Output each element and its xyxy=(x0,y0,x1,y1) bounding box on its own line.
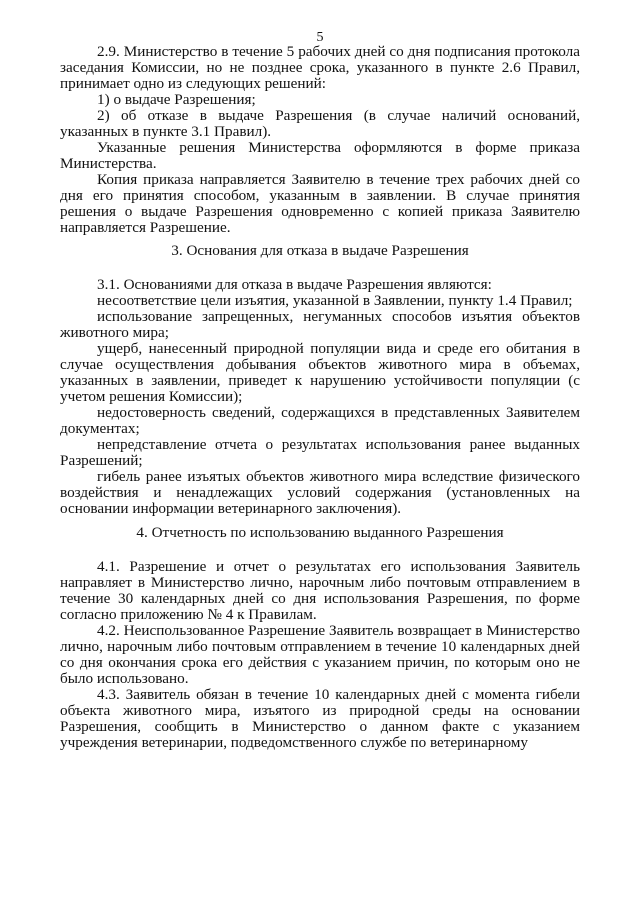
paragraph-3-1-ground-d: недостоверность сведений, содержащихся в представленных Заявителем документах; xyxy=(60,404,580,437)
paragraph-3-1-ground-c: ущерб, нанесенный природной популяции вида и среде его обитания в случае осуществления добывания объектов животного мира в объемах, указанных в заявлении, приведет к нарушению устойчивости популяции (с учетом решения Комиссии); xyxy=(60,340,580,405)
paragraph-3-1-ground-f: гибель ранее изъятых объектов животного мира вследствие физического воздействия и ненадлежащих условий содержания (установленных на основании информации ветеринарного заключения). xyxy=(60,468,580,517)
section-4-heading: 4. Отчетность по использованию выданного Разрешения xyxy=(136,524,504,541)
paragraph-3-1-ground-b: использование запрещенных, негуманных способов изъятия объектов животного мира; xyxy=(60,308,580,341)
paragraph-2-9-form: Указанные решения Министерства оформляются в форме приказа Министерства. xyxy=(60,139,580,172)
paragraph-4-3: 4.3. Заявитель обязан в течение 10 календарных дней с момента гибели объекта животного мира, изъятого из природной среды на основании Разрешения, сообщить в Министерство о данном факте с указанием учреждения ветеринарии, подведомственного службе по ветеринарному xyxy=(60,686,580,751)
paragraph-2-9: 2.9. Министерство в течение 5 рабочих дней со дня подписания протокола заседания Комиссии, но не позднее срока, указанного в пункте 2.6 Правил, принимает одно из следующих решений: xyxy=(60,43,580,92)
paragraph-3-1-ground-a: несоответствие цели изъятия, указанной в Заявлении, пункту 1.4 Правил; xyxy=(97,292,573,309)
paragraph-2-9-option-1: 1) о выдаче Разрешения; xyxy=(97,91,256,108)
page-number: 5 xyxy=(316,30,324,45)
paragraph-2-9-copy: Копия приказа направляется Заявителю в течение трех рабочих дней со дня его принятия способом, указанным в заявлении. В случае принятия решения о выдаче Разрешения одновременно с копией приказа Заявителю направляется Разрешение. xyxy=(60,171,580,236)
paragraph-4-2: 4.2. Неиспользованное Разрешение Заявитель возвращает в Министерство лично, нарочным либо почтовым отправлением в течение 10 календарных дней со дня окончания срока его действия с указанием причин, по которым оно не было использовано. xyxy=(60,622,580,687)
paragraph-4-1: 4.1. Разрешение и отчет о результатах его использования Заявитель направляет в Министерство лично, нарочным либо почтовым отправлением в течение 30 календарных дней со дня использования Разрешения, по форме согласно приложению № 4 к Правилам. xyxy=(60,558,580,623)
paragraph-3-1-ground-e: непредставление отчета о результатах использования ранее выданных Разрешений; xyxy=(60,436,580,469)
paragraph-2-9-option-2: 2) об отказе в выдаче Разрешения (в случае наличий оснований, указанных в пункте 3.1 Правил). xyxy=(60,107,580,140)
paragraph-3-1: 3.1. Основаниями для отказа в выдаче Разрешения являются: xyxy=(97,276,492,293)
document-body xyxy=(60,44,580,751)
section-3-heading: 3. Основания для отказа в выдаче Разрешения xyxy=(171,242,469,259)
